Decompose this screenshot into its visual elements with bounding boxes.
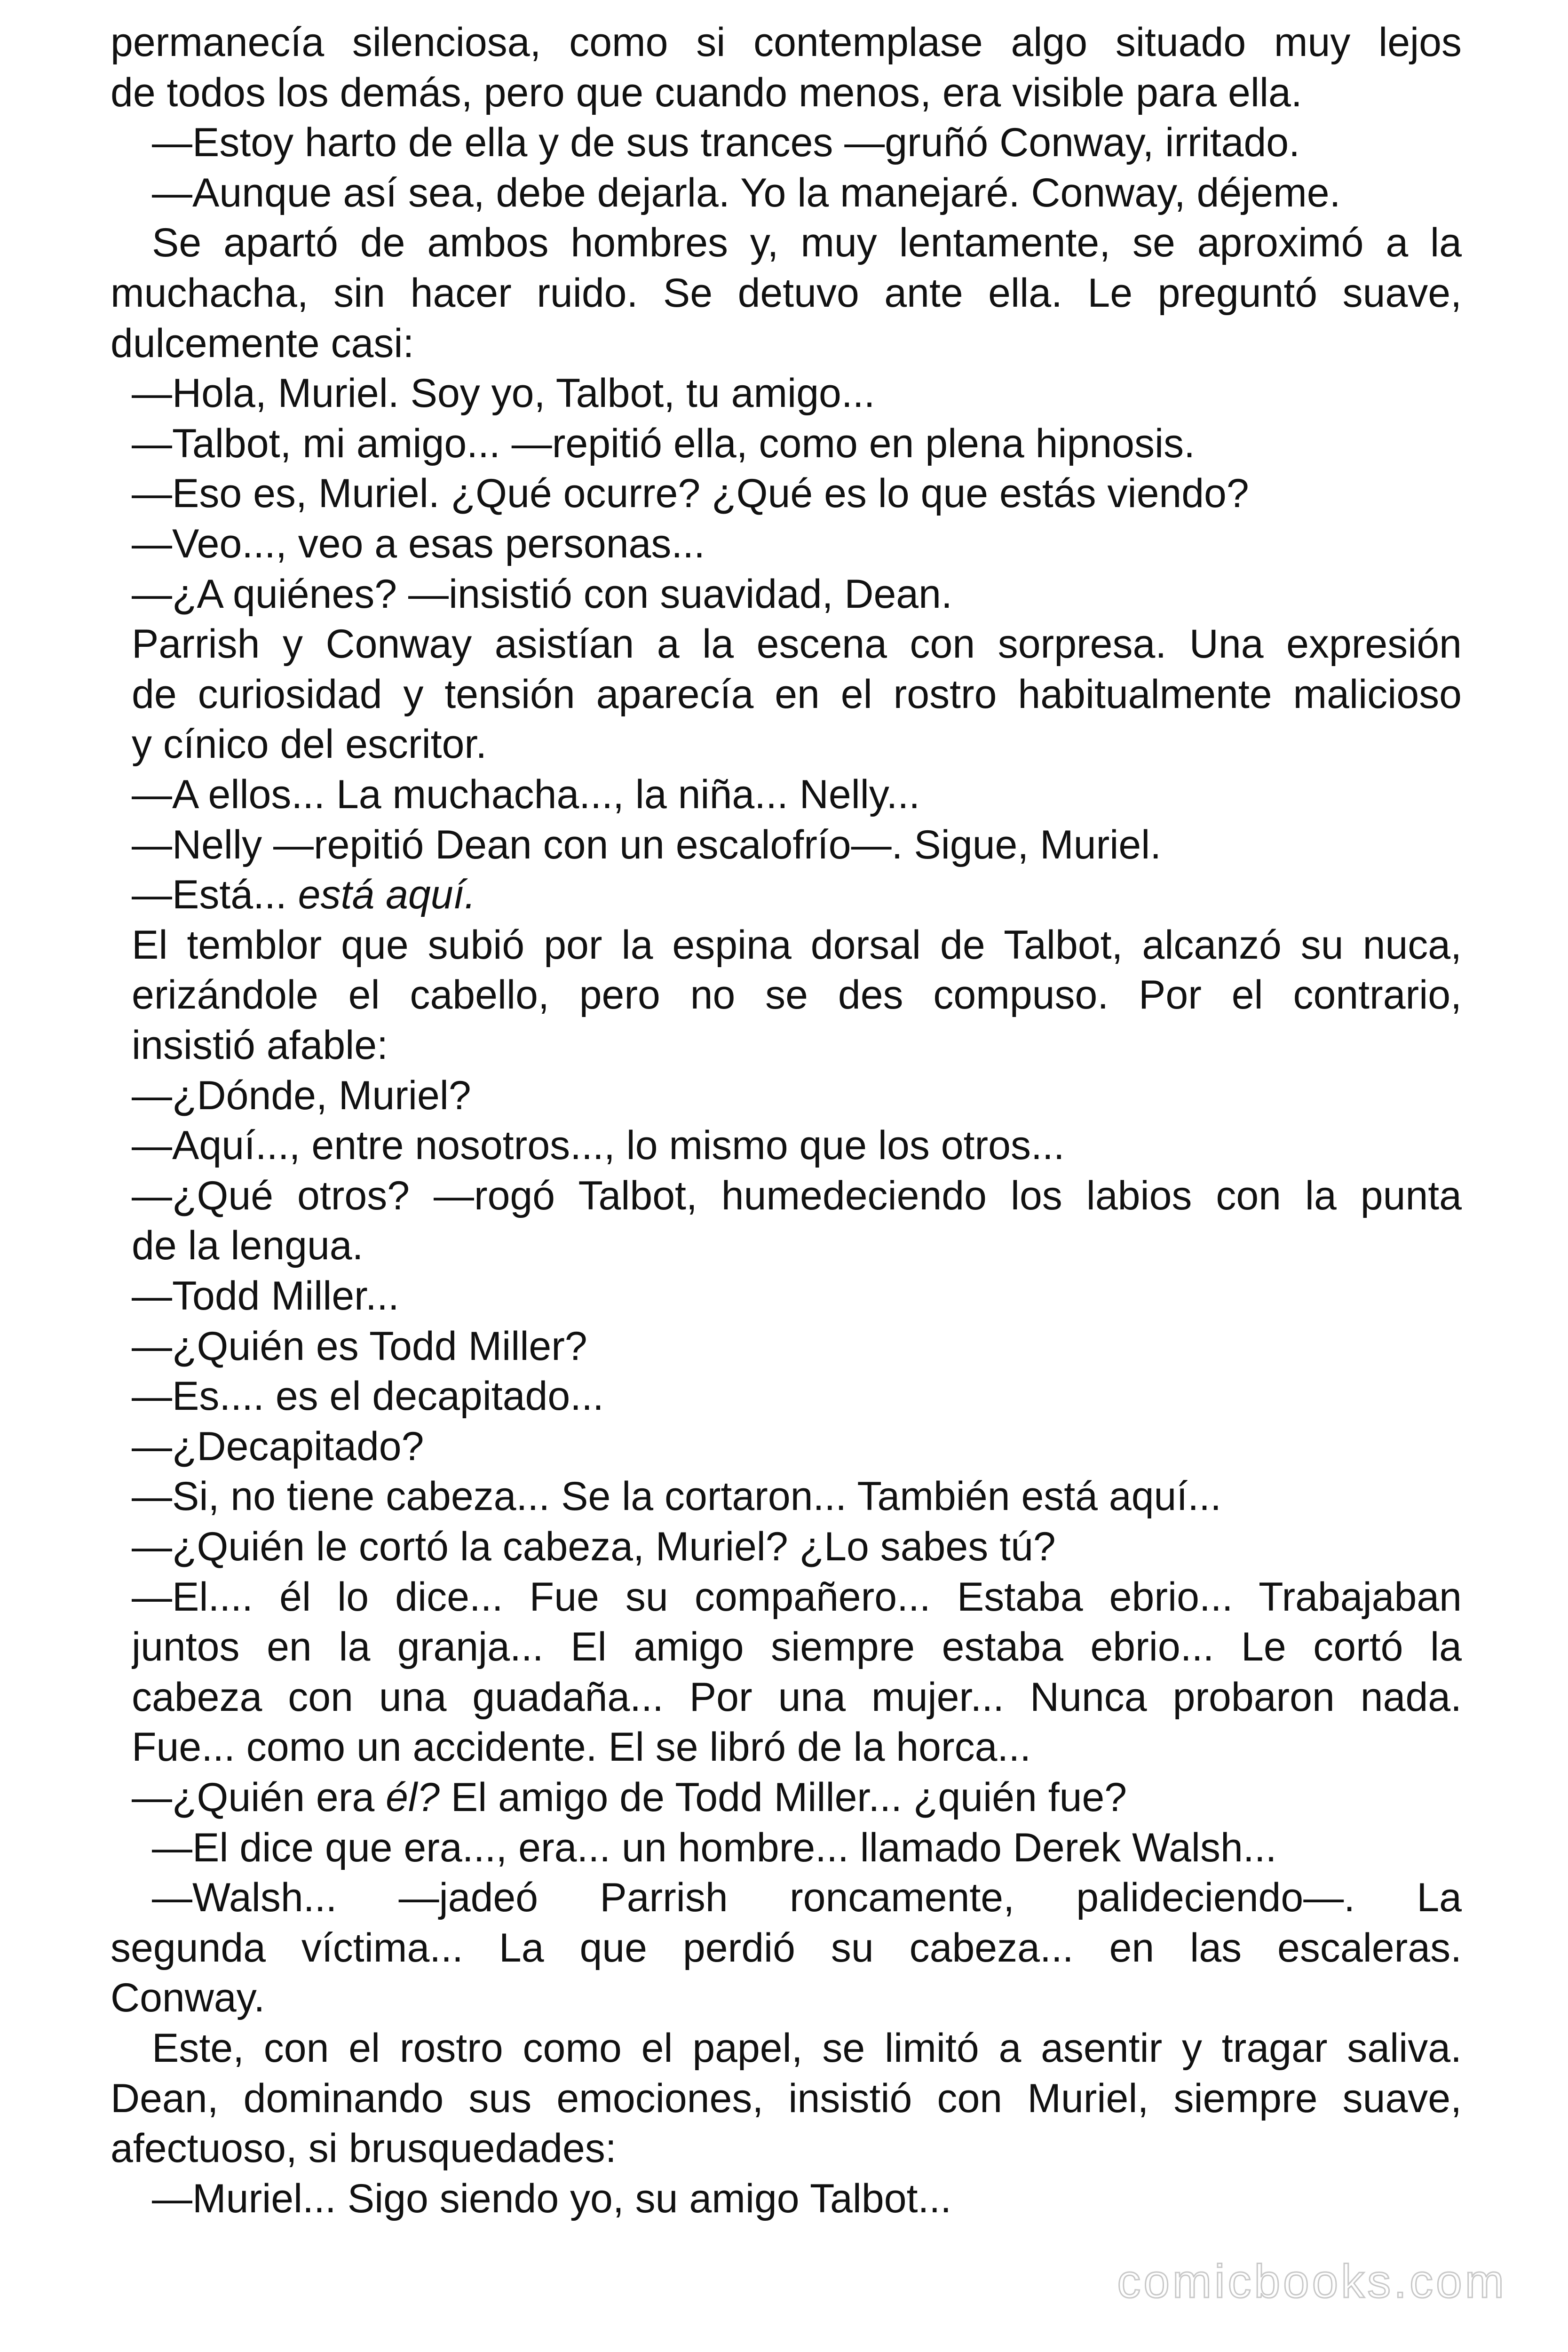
text-line (111, 1924, 1462, 1971)
text-line (111, 1974, 265, 2021)
text-line (132, 1272, 399, 1319)
line-text: —Walsh... —jadeó Parrish roncamente, palideciendo—. La (152, 1875, 1462, 1921)
text-line (132, 671, 1462, 718)
line-text: —Aunque así sea, debe dejarla. Yo la manejaré. Conway, déjeme. (152, 170, 1341, 215)
line-text-rest: El amigo de Todd Miller... ¿quién fue? (439, 1775, 1127, 1820)
text-line (132, 370, 875, 417)
line-text: —¿Quién le cortó la cabeza, Muriel? ¿Lo sabes tú? (132, 1524, 1056, 1569)
text-line (111, 320, 414, 367)
line-text: —Aquí..., entre nosotros..., lo mismo que los otros... (132, 1123, 1065, 1168)
line-text: permanecía silenciosa, como si contemplase algo situado muy lejos (111, 20, 1462, 65)
text-line (132, 620, 1462, 667)
line-text: —¿Qué otros? —rogó Talbot, humedeciendo los labios con la punta (132, 1173, 1462, 1218)
line-text: Fue... como un accidente. El se libró de la horca... (132, 1724, 1031, 1770)
italic-text: está aquí. (298, 872, 476, 918)
text-line (111, 2125, 617, 2172)
text-line (132, 1122, 1065, 1169)
italic-text: él? (386, 1775, 440, 1820)
text-line (152, 2175, 951, 2222)
text-line (132, 771, 920, 818)
text-line (132, 1323, 587, 1370)
text-line (152, 219, 1462, 266)
line-text: juntos en la granja... El amigo siempre estaba ebrio... Le cortó la (132, 1624, 1462, 1670)
line-text: —Es.... es el decapitado... (132, 1374, 604, 1419)
line-text: Dean, dominando sus emociones, insistió con Muriel, siempre suave, (111, 2075, 1462, 2121)
text-line (152, 1824, 1277, 1871)
line-text: —Veo..., veo a esas personas... (132, 521, 705, 566)
text-line (152, 119, 1300, 166)
text-line (111, 270, 1462, 317)
text-line (132, 470, 1249, 517)
line-text: —Nelly —repitió Dean con un escalofrío—. Sigue, Muriel. (132, 822, 1162, 867)
line-text: y cínico del escritor. (132, 722, 487, 767)
line-text: —Talbot, mi amigo... —repitió ella, como en plena hipnosis. (132, 421, 1195, 466)
text-line (132, 1674, 1462, 1721)
line-text: Se apartó de ambos hombres y, muy lentamente, se aproximó a la (152, 220, 1462, 266)
line-text: de curiosidad y tensión aparecía en el rostro habitualmente malicioso (132, 671, 1462, 717)
line-text: —A ellos... La muchacha..., la niña... Nelly... (132, 772, 920, 817)
text-line (132, 571, 952, 618)
text-line (132, 1473, 1221, 1520)
line-text: afectuoso, si brusquedades: (111, 2126, 617, 2171)
text-line (132, 1022, 388, 1069)
text-line (132, 871, 475, 918)
text-line (132, 1724, 1031, 1771)
line-text: de todos los demás, pero que cuando menos, era visible para ella. (111, 70, 1302, 115)
text-line (132, 922, 1462, 969)
line-text: insistió afable: (132, 1023, 388, 1068)
line-text: —¿A quiénes? —insistió con suavidad, Dean. (132, 571, 952, 617)
text-line (132, 1072, 471, 1119)
text-line (132, 420, 1195, 467)
text-line (132, 1623, 1462, 1670)
text-line (132, 721, 487, 768)
line-text: Este, con el rostro como el papel, se limitó a asentir y tragar saliva. (152, 2026, 1462, 2071)
line-text: —¿Quién era (132, 1775, 386, 1820)
line-text: El temblor que subió por la espina dorsal de Talbot, alcanzó su nuca, (132, 922, 1462, 968)
line-text: Conway. (111, 1975, 265, 2021)
line-text: —Muriel... Sigo siendo yo, su amigo Talbot... (152, 2176, 952, 2221)
line-text: —El dice que era..., era... un hombre... llamado Derek Walsh... (152, 1825, 1277, 1870)
line-text: —Si, no tiene cabeza... Se la cortaron... También está aquí... (132, 1474, 1221, 1519)
line-text: segunda víctima... La que perdió su cabeza... en las escaleras. (111, 1925, 1462, 1971)
watermark-logo: comicbooks.com (1117, 2255, 1507, 2308)
text-line (132, 1222, 364, 1269)
line-text: —¿Quién es Todd Miller? (132, 1323, 587, 1369)
line-text: —Hola, Muriel. Soy yo, Talbot, tu amigo... (132, 371, 875, 416)
line-text: —¿Dónde, Muriel? (132, 1073, 471, 1118)
line-text: —Eso es, Muriel. ¿Qué ocurre? ¿Qué es lo que estás viendo? (132, 471, 1249, 516)
line-text: Parrish y Conway asistían a la escena con sorpresa. Una expresión (132, 621, 1462, 667)
text-line (132, 971, 1462, 1018)
text-line (152, 1874, 1462, 1921)
line-text: —Todd Miller... (132, 1273, 399, 1319)
text-line (132, 1423, 424, 1470)
line-text: dulcemente casi: (111, 320, 414, 366)
text-line (132, 520, 705, 567)
line-text: —Está... (132, 872, 298, 918)
text-line (111, 19, 1462, 66)
line-text: —Estoy harto de ella y de sus trances —gruñó Conway, irritado. (152, 120, 1300, 166)
text-line (132, 821, 1161, 868)
text-line (132, 1172, 1462, 1219)
line-text: —El.... él lo dice... Fue su compañero... Estaba ebrio... Trabajaban (132, 1574, 1462, 1620)
text-line (132, 1774, 1127, 1821)
line-text: de la lengua. (132, 1223, 364, 1269)
text-line (132, 1573, 1462, 1621)
line-text: muchacha, sin hacer ruido. Se detuvo ante ella. Le preguntó suave, (111, 270, 1462, 316)
line-text: cabeza con una guadaña... Por una mujer... Nunca probaron nada. (132, 1674, 1462, 1720)
text-line (111, 2075, 1462, 2122)
text-line (111, 69, 1302, 116)
text-line (132, 1523, 1056, 1570)
text-line (132, 1373, 604, 1420)
text-line (152, 169, 1340, 216)
line-text: erizándole el cabello, pero no se des compuso. Por el contrario, (132, 972, 1462, 1018)
line-text: —¿Decapitado? (132, 1423, 424, 1469)
text-line (152, 2025, 1462, 2072)
